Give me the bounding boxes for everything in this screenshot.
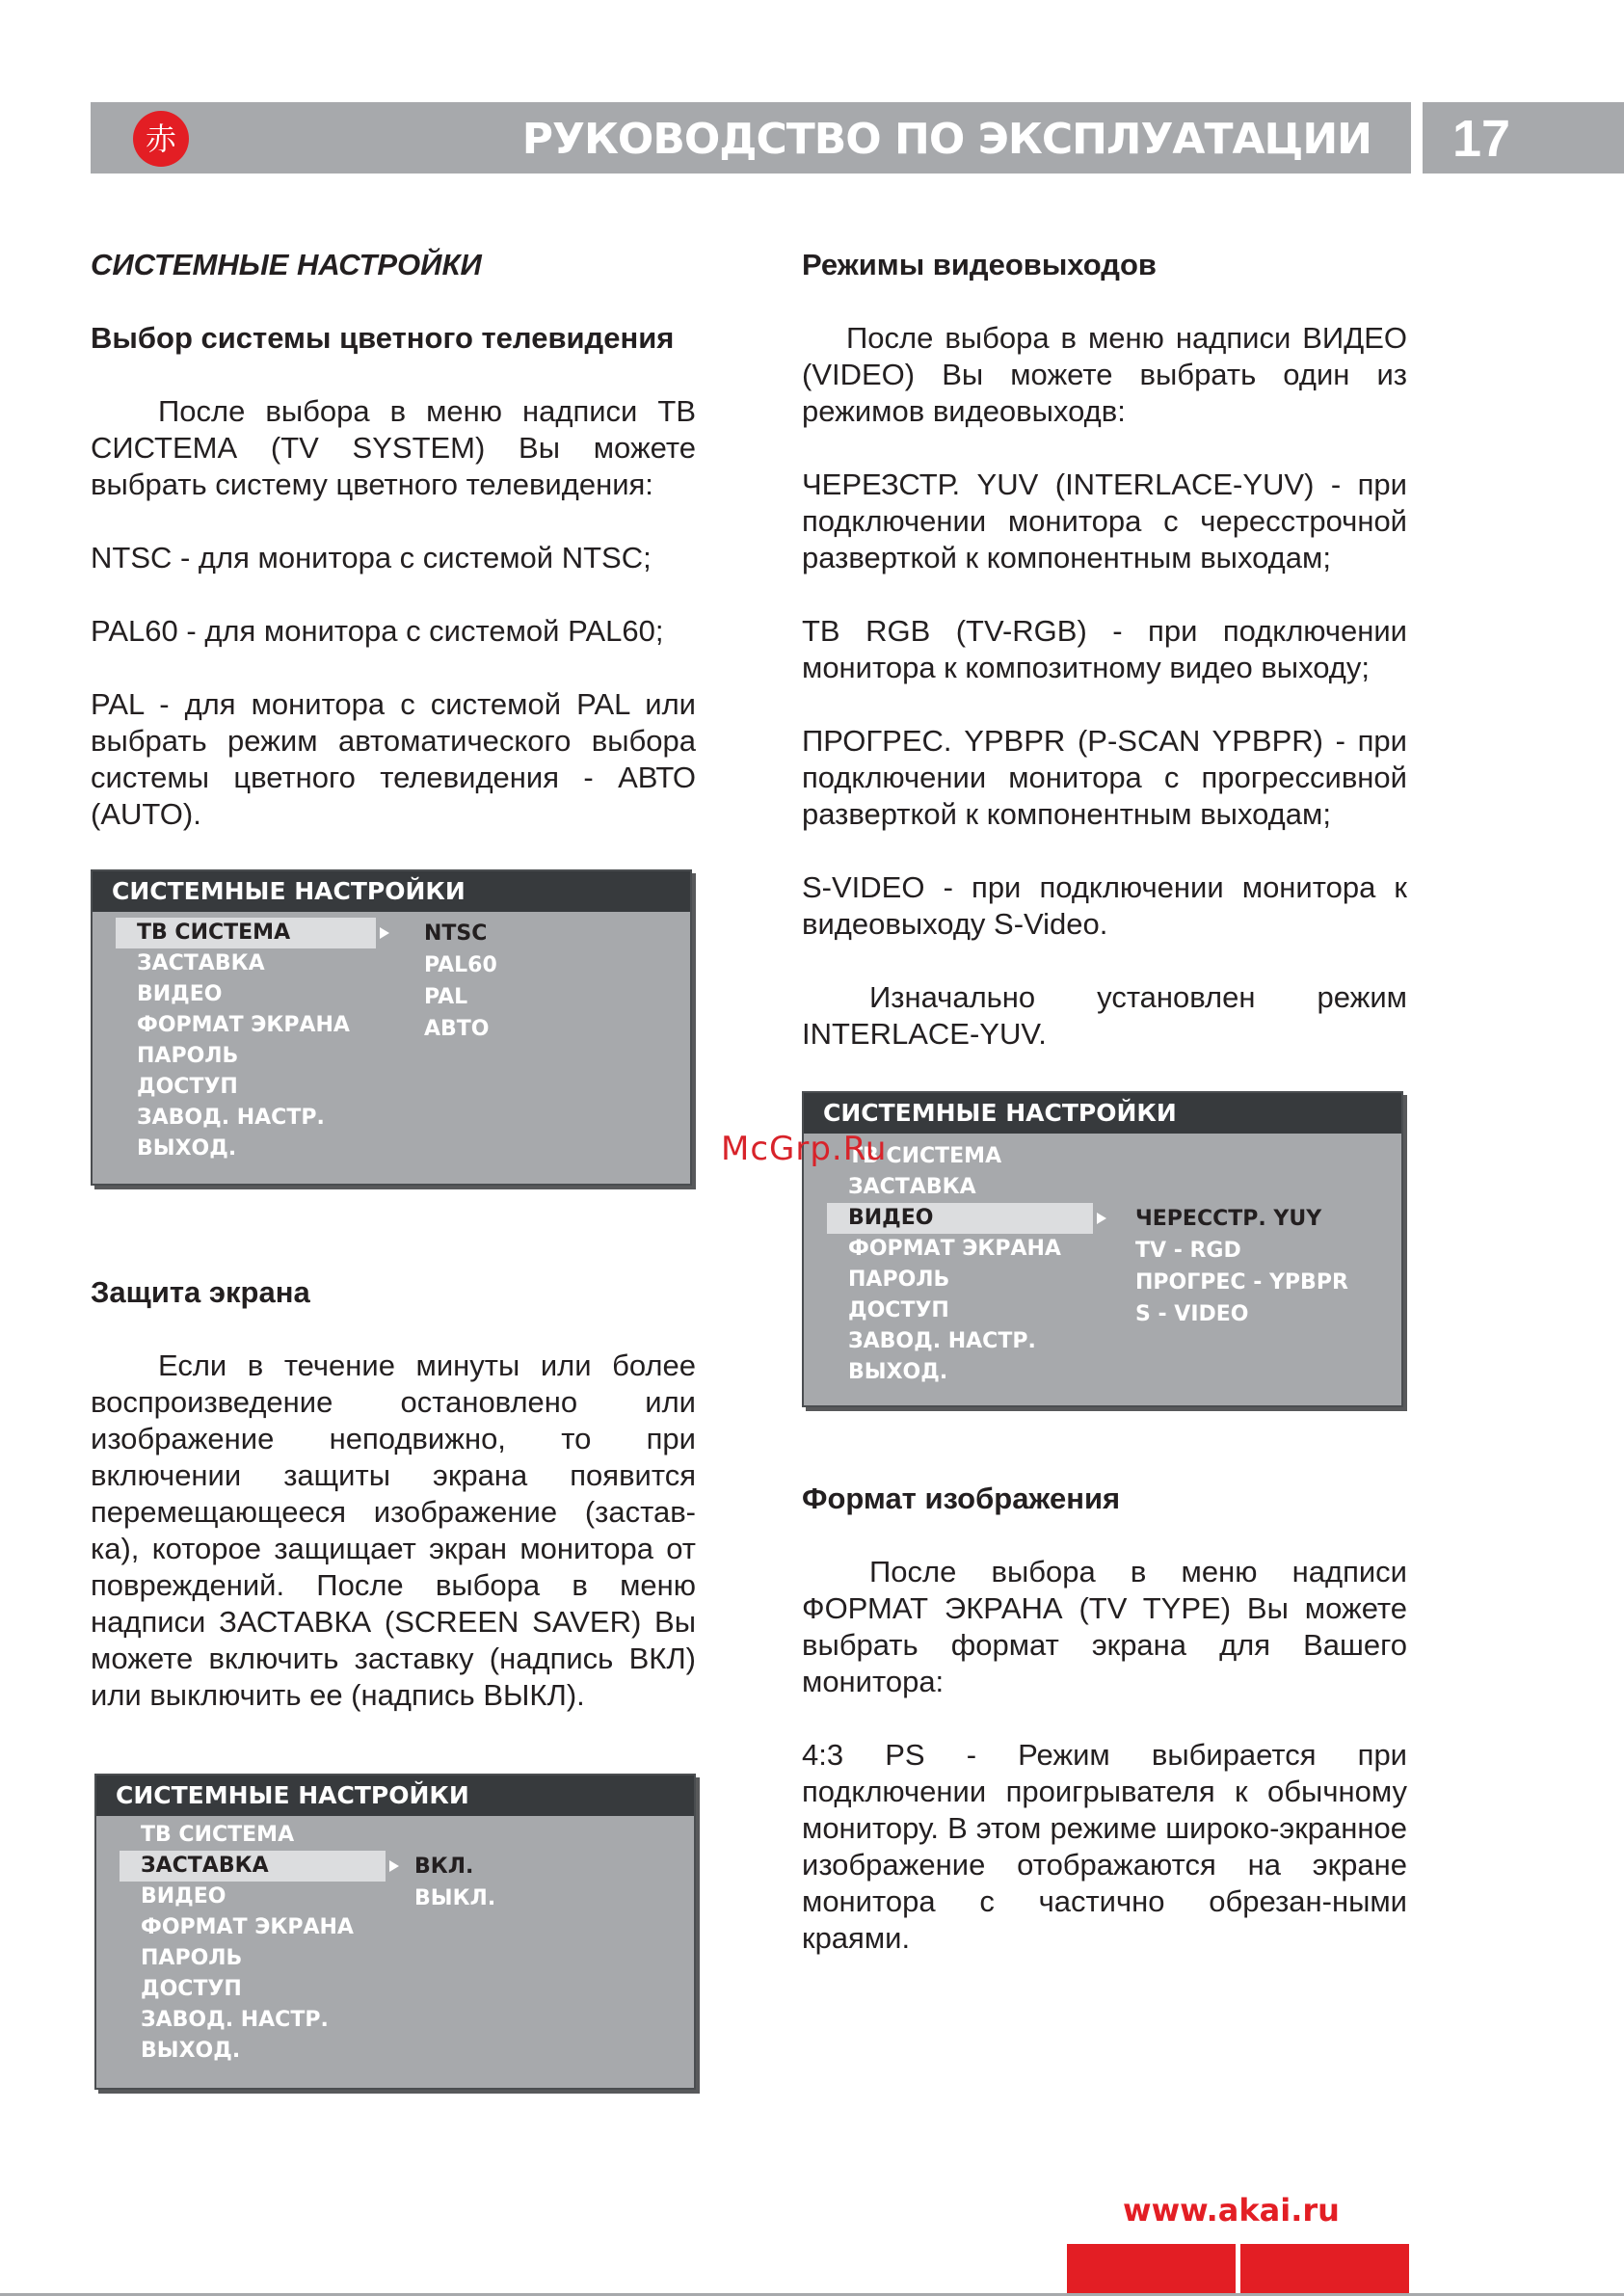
akai-logo xyxy=(133,111,189,167)
format-heading: Формат изображения xyxy=(802,1482,1121,1515)
paragraph: NTSC - для монитора с системой NTSC; xyxy=(91,541,652,574)
menu-item[interactable]: ДОСТУП xyxy=(137,1075,238,1099)
menu-item[interactable]: ДОСТУП xyxy=(141,1977,242,2001)
menu-option[interactable]: S - VIDEO xyxy=(1135,1302,1249,1326)
paragraph: PAL - для монитора с системой PAL или выбрать режим автоматического выбора системы цветного телевидения - АВТО (AUTO). xyxy=(91,687,696,831)
menu-options xyxy=(1135,1203,1348,1330)
screen-heading: Защита экрана xyxy=(91,1275,310,1309)
osd-menu-tv-system xyxy=(91,869,692,1186)
menu-item[interactable]: ПАРОЛЬ xyxy=(141,1946,243,1970)
paragraph: ТВ RGB (TV-RGB) - при подключении монитора к композитному видео выходу; xyxy=(802,614,1407,684)
menu-item[interactable]: ВЫХОД. xyxy=(848,1360,948,1384)
menu-options xyxy=(424,918,497,1045)
menu-option[interactable]: ПРОГРЕС - YPBPR xyxy=(1135,1270,1348,1295)
paragraph: S-VIDEO - при подключении монитора к видеовыходу S-Video. xyxy=(802,870,1407,941)
paragraph: PAL60 - для монитора с системой PAL60; xyxy=(91,614,664,648)
left-column-bottom xyxy=(91,1274,696,1750)
menu-option[interactable]: ВЫКЛ. xyxy=(414,1886,496,1910)
menu-option[interactable]: АВТО xyxy=(424,1017,490,1041)
paragraph: ПРОГРЕС. YPBPR (P-SCAN YPBPR) - при подключении монитора с прогрессивной разверткой к компонентным выходам; xyxy=(802,724,1407,831)
osd-menu-screen-saver xyxy=(94,1774,696,2090)
menu-item[interactable]: ВИДЕО xyxy=(827,1203,1093,1234)
menu-item[interactable]: ВЫХОД. xyxy=(141,2039,241,2063)
footer-bar xyxy=(1240,2244,1409,2296)
menu-option[interactable]: NTSC xyxy=(424,921,488,946)
menu-item[interactable]: ДОСТУП xyxy=(848,1298,949,1322)
menu-title: СИСТЕМНЫЕ НАСТРОЙКИ xyxy=(96,1775,694,1816)
menu-item[interactable]: ЗАВОД. НАСТР. xyxy=(137,1106,325,1130)
left-column-top xyxy=(91,247,696,869)
menu-option[interactable]: PAL xyxy=(424,985,468,1009)
video-heading: Режимы видеовыходов xyxy=(802,248,1157,281)
section-title: СИСТЕМНЫЕ НАСТРОЙКИ xyxy=(91,248,482,281)
paragraph: Изначально установлен режим INTERLACE-YUV. xyxy=(802,980,1407,1051)
menu-item[interactable]: ФОРМАТ ЭКРАНА xyxy=(137,1013,350,1037)
menu-item[interactable]: ТВ СИСТЕМА xyxy=(116,918,376,948)
menu-items xyxy=(120,1820,386,2067)
menu-item[interactable]: ФОРМАТ ЭКРАНА xyxy=(848,1237,1061,1261)
menu-item[interactable]: ВИДЕО xyxy=(141,1884,226,1909)
menu-options xyxy=(414,1851,495,1914)
paragraph: После выбора в меню надписи ТВ СИСТЕМА (TV SYSTEM) Вы можете выбрать систему цветного телевидения: xyxy=(91,394,696,501)
menu-option[interactable]: ВКЛ. xyxy=(414,1855,474,1879)
menu-item[interactable]: ЗАСТАВКА xyxy=(848,1175,976,1199)
paragraph: После выбора в меню надписи ВИДЕО (VIDEO) Вы можете выбрать один из режимов видеовыходв: xyxy=(802,321,1407,428)
menu-items xyxy=(827,1141,1093,1388)
menu-item[interactable]: ЗАВОД. НАСТР. xyxy=(141,2008,329,2032)
paragraph: После выбора в меню надписи ФОРМАТ ЭКРАНА (TV TYPE) Вы можете выбрать формат экрана для Вашего монитора: xyxy=(802,1555,1407,1698)
menu-title: СИСТЕМНЫЕ НАСТРОЙКИ xyxy=(93,871,690,912)
right-column-bottom xyxy=(802,1481,1407,1993)
menu-title: СИСТЕМНЫЕ НАСТРОЙКИ xyxy=(804,1093,1401,1134)
paragraph: Если в течение минуты или более воспроизведение остановлено или изображение неподвижно, то при включении защиты экрана появится перемещающееся изображение (застав-ка), которое защищает экран монитора от повреждений. После выбора в меню надписи ЗАСТАВКА (SCREEN SAVER) Вы можете включить заставку (надпись ВКЛ) или выключить ее (надпись ВЫКЛ). xyxy=(91,1348,696,1712)
menu-item[interactable]: ВЫХОД. xyxy=(137,1136,237,1161)
menu-item[interactable]: ТВ СИСТЕМА xyxy=(141,1823,295,1847)
menu-item[interactable]: ПАРОЛЬ xyxy=(848,1268,950,1292)
paragraph: 4:3 PS - Режим выбирается при подключении проигрывателя к обычному монитору. В этом режиме широко-экранное изображение отображаются на экране монитора с частично обрезан-ными краями. xyxy=(802,1738,1407,1955)
menu-item[interactable]: ВИДЕО xyxy=(137,982,223,1006)
menu-option[interactable]: ЧЕРЕССТР. YUY xyxy=(1135,1207,1322,1231)
menu-item[interactable]: ФОРМАТ ЭКРАНА xyxy=(141,1915,354,1939)
menu-option[interactable]: TV - RGD xyxy=(1135,1239,1241,1263)
manual-title: РУКОВОДСТВО ПО ЭКСПЛУАТАЦИИ xyxy=(521,115,1371,164)
right-column-top xyxy=(802,247,1407,1089)
menu-item[interactable]: ЗАСТАВКА xyxy=(137,951,265,975)
menu-item[interactable]: ЗАВОД. НАСТР. xyxy=(848,1329,1036,1353)
menu-item[interactable]: ТВ СИСТЕМА xyxy=(848,1144,1002,1168)
logo-glyph: 赤 xyxy=(145,120,176,157)
menu-option[interactable]: PAL60 xyxy=(424,953,497,977)
footer-bar xyxy=(1067,2244,1236,2296)
menu-item[interactable]: ЗАСТАВКА xyxy=(120,1851,386,1882)
paragraph: ЧЕРЕЗСТР. YUV (INTERLACE-YUV) - при подключении монитора с чересстрочной разверткой к компонентным выходам; xyxy=(802,467,1407,574)
footer-url[interactable]: www.akai.ru xyxy=(1123,2192,1340,2229)
menu-items xyxy=(116,918,376,1164)
page-number: 17 xyxy=(1452,110,1511,168)
watermark: McGrp.Ru xyxy=(721,1130,888,1168)
tv-system-heading: Выбор системы цветного телевидения xyxy=(91,321,675,355)
menu-item[interactable]: ПАРОЛЬ xyxy=(137,1044,239,1068)
osd-menu-video xyxy=(802,1091,1403,1407)
